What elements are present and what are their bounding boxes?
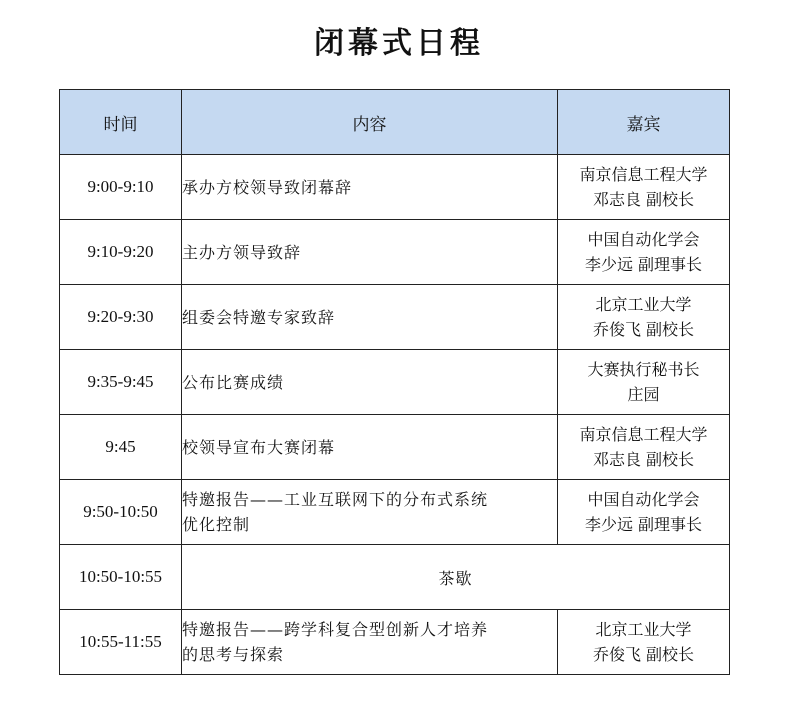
content-line: 优化控制 bbox=[182, 515, 251, 534]
cell-guest bbox=[558, 155, 730, 220]
cell-content: 公布比赛成绩 bbox=[182, 350, 558, 415]
cell-time: 9:20-9:30 bbox=[60, 285, 182, 350]
table-row bbox=[60, 610, 730, 675]
table-row bbox=[60, 480, 730, 545]
guest-org: 中国自动化学会 bbox=[587, 230, 700, 249]
table-row bbox=[60, 415, 730, 480]
guest-person: 庄园 bbox=[627, 385, 660, 404]
guest-person: 邓志良 副校长 bbox=[592, 450, 695, 469]
table-row bbox=[60, 155, 730, 220]
cell-guest bbox=[558, 220, 730, 285]
content-line: 特邀报告——跨学科复合型创新人才培养 bbox=[182, 620, 489, 639]
page-title: 闭幕式日程 bbox=[314, 26, 484, 61]
content-line: 特邀报告——工业互联网下的分布式系统 bbox=[182, 490, 489, 509]
cell-content: 主办方领导致辞 bbox=[182, 220, 558, 285]
cell-content: 校领导宣布大赛闭幕 bbox=[182, 415, 558, 480]
guest-org: 南京信息工程大学 bbox=[579, 425, 708, 444]
cell-time: 9:10-9:20 bbox=[60, 220, 182, 285]
schedule-table bbox=[59, 89, 730, 675]
guest-org: 北京工业大学 bbox=[595, 295, 692, 314]
table-row bbox=[60, 545, 730, 610]
table-header-row bbox=[60, 90, 730, 155]
cell-content bbox=[182, 610, 558, 675]
guest-org: 北京工业大学 bbox=[595, 620, 692, 639]
guest-person: 邓志良 副校长 bbox=[592, 190, 695, 209]
cell-content: 承办方校领导致闭幕辞 bbox=[182, 155, 558, 220]
cell-guest bbox=[558, 285, 730, 350]
guest-person: 乔俊飞 副校长 bbox=[592, 320, 695, 339]
cell-time: 9:50-10:50 bbox=[60, 480, 182, 545]
guest-person: 乔俊飞 副校长 bbox=[592, 645, 695, 664]
cell-guest bbox=[558, 415, 730, 480]
cell-break: 茶歇 bbox=[182, 545, 730, 610]
guest-org: 中国自动化学会 bbox=[587, 490, 700, 509]
guest-org: 大赛执行秘书长 bbox=[587, 360, 700, 379]
table-row bbox=[60, 350, 730, 415]
cell-guest bbox=[558, 350, 730, 415]
table-row bbox=[60, 285, 730, 350]
cell-content bbox=[182, 480, 558, 545]
cell-time: 10:55-11:55 bbox=[60, 610, 182, 675]
header-content: 内容 bbox=[182, 90, 558, 155]
cell-guest bbox=[558, 610, 730, 675]
cell-content: 组委会特邀专家致辞 bbox=[182, 285, 558, 350]
cell-time: 10:50-10:55 bbox=[60, 545, 182, 610]
guest-person: 李少远 副理事长 bbox=[584, 255, 703, 274]
table-row bbox=[60, 220, 730, 285]
cell-time: 9:45 bbox=[60, 415, 182, 480]
header-guest: 嘉宾 bbox=[558, 90, 730, 155]
cell-guest bbox=[558, 480, 730, 545]
content-line: 的思考与探索 bbox=[182, 645, 285, 664]
cell-time: 9:35-9:45 bbox=[60, 350, 182, 415]
header-time: 时间 bbox=[60, 90, 182, 155]
guest-person: 李少远 副理事长 bbox=[584, 515, 703, 534]
cell-time: 9:00-9:10 bbox=[60, 155, 182, 220]
guest-org: 南京信息工程大学 bbox=[579, 165, 708, 184]
